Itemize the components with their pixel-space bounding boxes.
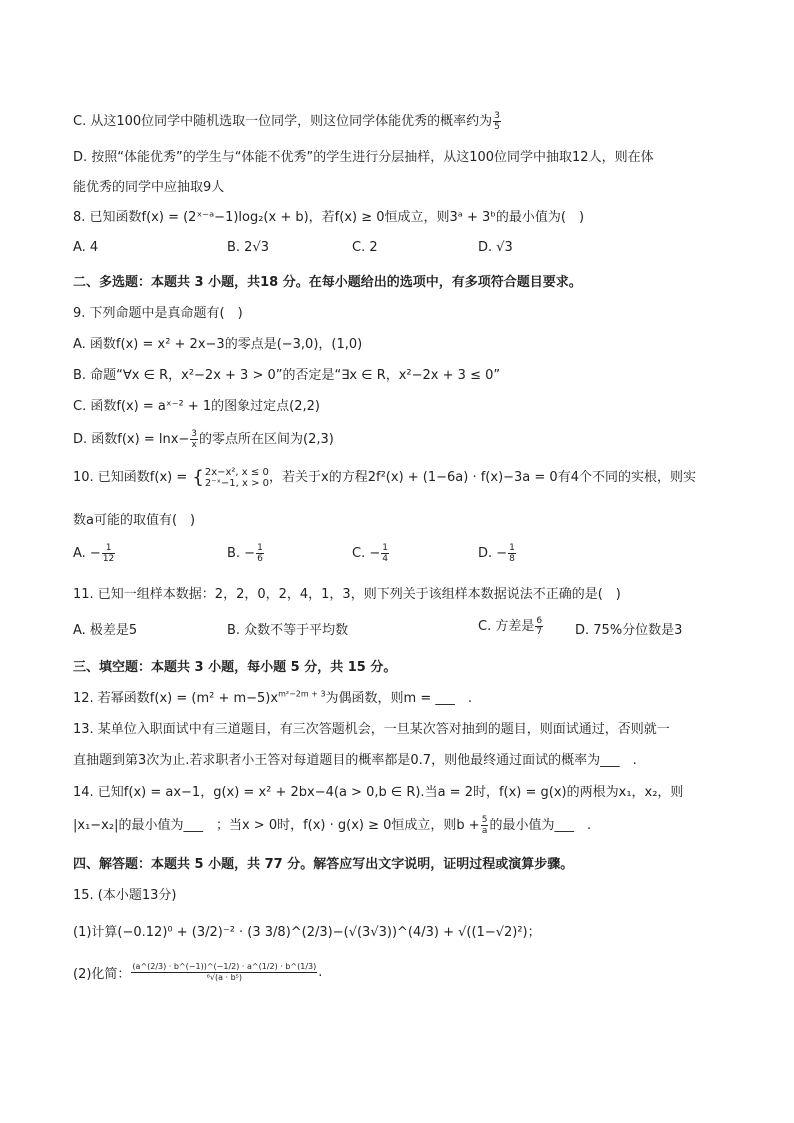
q15-part2: (2)化简： $\frac{(a\^{}(2/3) \cdot b\^{}(-1))\^{}(-1/2) \cdot a\^{}(1/2) \cdot b\^{}(1/3)}{\text{⁶√(a · b⁵)}}$ . bbox=[73, 962, 323, 982]
q10-option-c: C. − $\frac{1}{4}$ bbox=[352, 543, 388, 564]
piecewise-cases: 2x−x², x ≤ 0 2⁻ˣ−1, x > 0 bbox=[204, 466, 270, 489]
section-4-heading: 四、解答题：本题共 5 小题，共 77 分。解答应写出文字说明，证明过程或演算步骤。 bbox=[73, 857, 574, 872]
q7-option-c-fraction: $\frac{3}{5}$ bbox=[494, 111, 500, 132]
q14-line2: |x₁−x₂|的最小值为___ ；当x > 0时，f(x) · g(x) ≥ 0恒成立，则b + $\frac{5}{a}$ 的最小值为___ . bbox=[73, 815, 592, 836]
q8-option-c: C. 2 bbox=[352, 240, 378, 255]
q11-option-c: C. 方差是 $\frac{6}{7}$ bbox=[478, 616, 543, 637]
q11-option-a: A. 极差是5 bbox=[73, 623, 138, 638]
q9-option-d: D. 函数f(x) = lnx− $\frac{3}{x}$ 的零点所在区间为(2,3) bbox=[73, 429, 334, 450]
q7-option-d-line1: D. 按照“体能优秀”的学生与“体能不优秀”的学生进行分层抽样，从这100位同学中抽取12人，则在体 bbox=[73, 150, 654, 165]
q15-part2-fraction: $\frac{(a\^{}(2/3) \cdot b\^{}(-1))\^{}(-1/2) \cdot a\^{}(1/2) \cdot b\^{}(1/3)}{\text{⁶√(a · b⁵)}}$ bbox=[132, 962, 317, 982]
q7-option-c bbox=[73, 110, 502, 132]
q7-option-d-line2: 能优秀的同学中应抽取9人 bbox=[73, 180, 225, 195]
section-2-heading: 二、多选题：本题共 3 小题，共18 分。在每小题给出的选项中，有多项符合题目要求。 bbox=[73, 275, 582, 290]
q14-line1: 14. 已知f(x) = ax−1，g(x) = x² + 2bx−4(a > 0,b ∈ R).当a = 2时，f(x) = g(x)的两根为x₁，x₂，则 bbox=[73, 785, 684, 800]
q8-option-b: B. 2√3 bbox=[227, 240, 270, 255]
q12-stem: 12. 若幂函数$f(x) = (m^2 + m-5)x^{m^2-2m + 3}$为偶函数，则m = ___ . bbox=[73, 689, 473, 706]
q9-option-c: C. 函数f(x) = aˣ⁻² + 1的图象过定点(2,2) bbox=[73, 399, 320, 414]
q8-stem: 8. 已知函数f(x) = (2ˣ⁻ᵃ−1)log₂(x + b)，若f(x) ≥ 0恒成立，则3ᵃ + 3ᵇ的最小值为( ) bbox=[73, 210, 585, 225]
q10-option-a: A. − $\frac{1}{12}$ bbox=[73, 543, 115, 564]
q8-option-a: A. 4 bbox=[73, 240, 99, 255]
q7-option-c-text: C. 从这100位同学中随机选取一位同学，则这位同学体能优秀的概率约为 bbox=[73, 114, 493, 129]
q13-line1: 13. 某单位入职面试中有三道题目，有三次答题机会，一旦某次答对抽到的题目，则面试通过，否则就一 bbox=[73, 722, 670, 737]
q10-option-d: D. − $\frac{1}{8}$ bbox=[478, 543, 515, 564]
q13-line2: 直抽题到第3次为止.若求职者小王答对每道题目的概率都是0.7，则他最终通过面试的概率为___ . bbox=[73, 753, 637, 768]
q9-option-a: A. 函数f(x) = x² + 2x−3的零点是(−3,0)，(1,0) bbox=[73, 337, 363, 352]
q9-option-d-fraction: $\frac{3}{x}$ bbox=[191, 429, 198, 450]
q9-stem: 9. 下列命题中是真命题有( ) bbox=[73, 306, 243, 321]
piecewise-brace: { bbox=[192, 467, 204, 488]
q10-stem: 10. 已知函数f(x) = { 2x−x², x ≤ 0 2⁻ˣ−1, x > 0 ，若关于x的方程2f²(x) + (1−6a) · f(x)−3a = 0有4个不同的实根，则实 bbox=[73, 466, 696, 489]
q11-option-b: B. 众数不等于平均数 bbox=[227, 623, 349, 638]
q8-option-d: D. √3 bbox=[478, 240, 513, 255]
q9-option-b: B. 命题“∀x ∈ R，x²−2x + 3 > 0”的否定是“∃x ∈ R，x²−2x + 3 ≤ 0” bbox=[73, 368, 501, 383]
q10-stem-line2: 数a可能的取值有( ) bbox=[73, 513, 196, 528]
q12-exponent: m²−2m + 3 bbox=[278, 689, 326, 699]
q10-option-b: B. − $\frac{1}{6}$ bbox=[227, 543, 263, 564]
q15-part1: (1)计算(−0.12)⁰ + (3/2)⁻² · (3 3/8)^(2/3)−(√(3√3))^(4/3) + √((1−√2)²)； bbox=[73, 925, 541, 940]
q14-fraction: $\frac{5}{a}$ bbox=[481, 815, 488, 836]
q11-stem: 11. 已知一组样本数据：2，2，0，2，4，1，3，则下列关于该组样本数据说法不正确的是( ) bbox=[73, 587, 621, 602]
section-3-heading: 三、填空题：本题共 3 小题，每小题 5 分，共 15 分。 bbox=[73, 660, 397, 675]
q11-option-d: D. 75%分位数是3 bbox=[575, 623, 683, 638]
q15-heading: 15. (本小题13分) bbox=[73, 888, 177, 903]
